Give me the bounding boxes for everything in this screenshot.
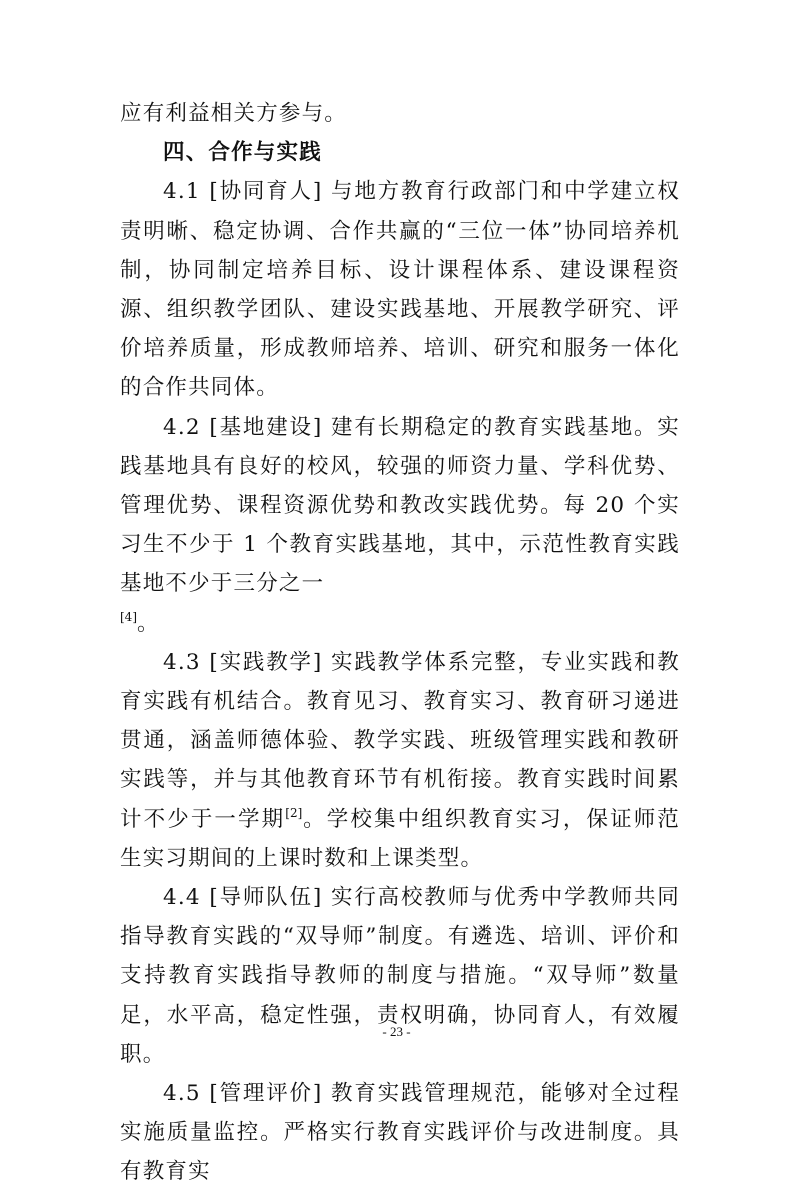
paragraph-continuation: 应有利益相关方参与。 bbox=[120, 101, 348, 126]
page-number: - 23 - bbox=[382, 1024, 411, 1039]
section-heading: 四、合作与实践 bbox=[163, 140, 322, 166]
paragraph-4-3-end: 。学校集中组织教育实习，保证师范生实习期间的上课时数和上课类型。 bbox=[120, 806, 680, 871]
paragraph-4-2-end: 。 bbox=[137, 610, 160, 636]
paragraph-4-4: 4.4 [导师队伍] 实行高校教师与优秀中学教师共同指导教育实践的“双导师”制度。有遴选、培训、评价和支持教育实践指导教师的制度与措施。“双导师”数量足，水平高，稳定性强，责权明确，协同育人，有效履职。 bbox=[120, 885, 680, 1067]
paragraph-4-3-text: 4.3 [实践教学] 实践教学体系完整，专业实践和教育实践有机结合。教育见习、教育实习、教育研习递进贯通，涵盖师德体验、教学实践、班级管理实践和教研实践等，并与其他教育环节有机衔接。教育实践时间累计不少于一学期 bbox=[120, 649, 680, 832]
paragraph-4-3 bbox=[120, 643, 680, 878]
paragraph-4-2-text: 4.2 [基地建设] 建有长期稳定的教育实践基地。实践基地具有良好的校风，较强的师资力量、学科优势、管理优势、课程资源优势和教改实践优势。每 20 个实习生不少于 1 个教育实践基地，其中，示范性教育实践基地不少于三分之一 bbox=[120, 414, 680, 597]
citation-ref-4: [4] bbox=[120, 609, 137, 624]
paragraph-4-1: 4.1 [协同育人] 与地方教育行政部门和中学建立权责明晰、稳定协调、合作共赢的“三位一体”协同培养机制，协同制定培养目标、设计课程体系、建设课程资源、组织教学团队、建设实践基地、开展教学研究、评价培养质量，形成教师培养、培训、研究和服务一体化的合作共同体。 bbox=[120, 179, 680, 401]
paragraph-4-5: 4.5 [管理评价] 教育实践管理规范，能够对全过程实施质量监控。严格实行教育实践评价与改进制度。具有教育实 bbox=[120, 1081, 680, 1185]
citation-ref-2: [2] bbox=[285, 805, 303, 820]
paragraph-4-2 bbox=[120, 408, 680, 643]
